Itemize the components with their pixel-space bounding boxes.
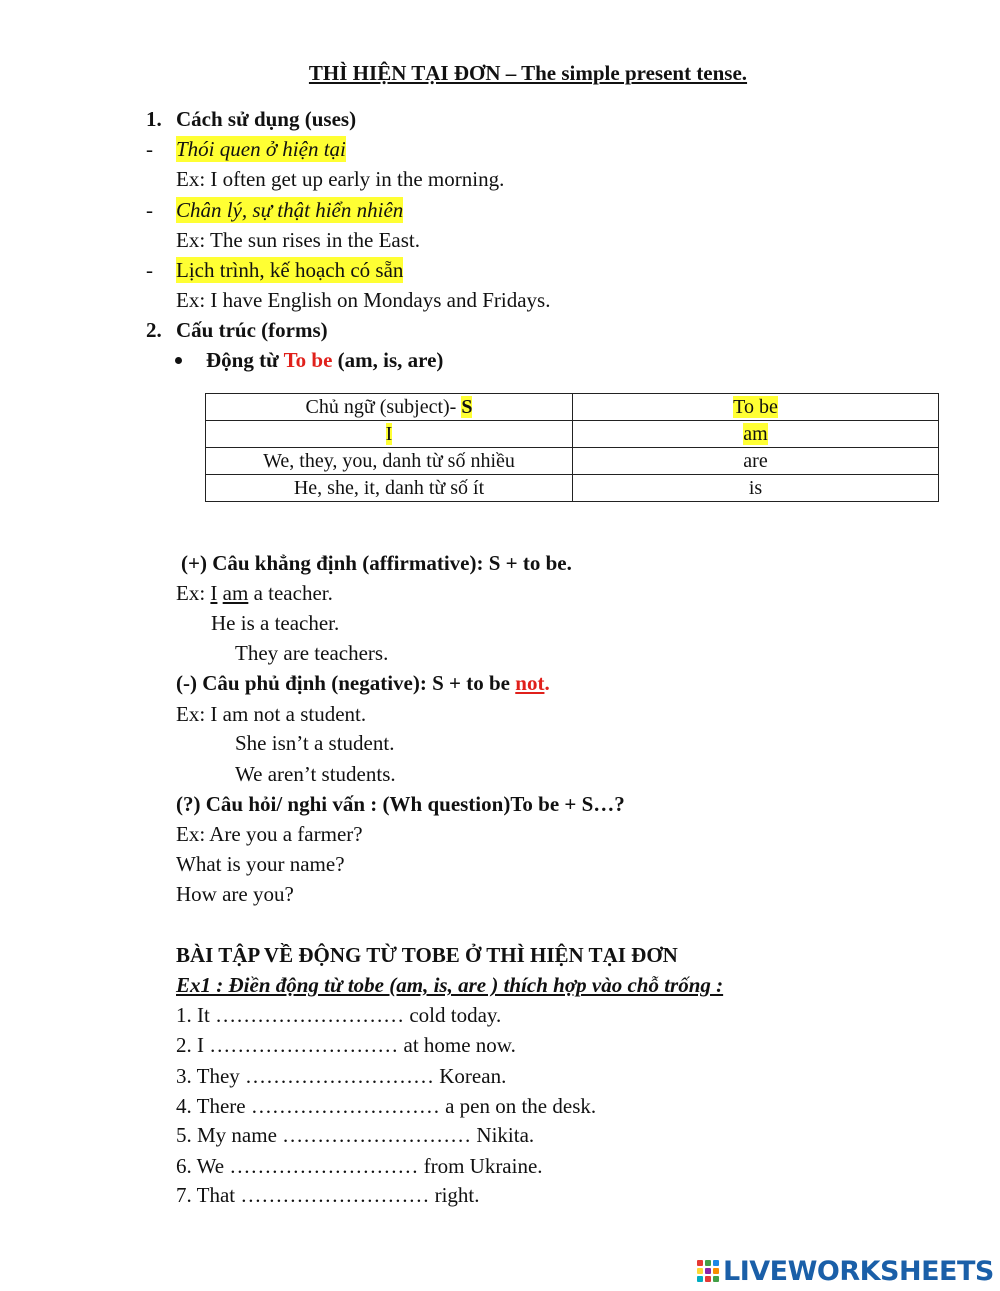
use-dash-1: - <box>146 137 153 161</box>
tobe-bullet-red: To be <box>283 348 333 372</box>
liveworksheets-logo-text: LIVEWORKSHEETS <box>723 1255 994 1287</box>
table-cell-verb: are <box>573 448 939 475</box>
section2-heading: Cấu trúc (forms) <box>176 318 328 342</box>
exercise-item: 4. There ……………………… a pen on the desk. <box>176 1094 597 1118</box>
negative-heading-not: not <box>515 671 545 695</box>
use-example-2: Ex: The sun rises in the East. <box>176 228 420 252</box>
liveworksheets-mark-icon <box>697 1260 719 1282</box>
table-cell-subject: He, she, it, danh từ số ít <box>206 475 573 502</box>
use-example-3: Ex: I have English on Mondays and Fridays. <box>176 288 551 312</box>
table-header-row <box>206 394 939 421</box>
table-header-tobe-text: To be <box>733 396 778 418</box>
tobe-bullet-post: (am, is, are) <box>332 348 444 372</box>
affirmative-example-2: He is a teacher. <box>211 611 340 635</box>
negative-example-3: We aren’t students. <box>235 762 396 786</box>
affirmative-heading: (+) Câu khẳng định (affirmative): S + to be. <box>181 551 572 575</box>
table-cell-verb-am: am <box>743 423 768 445</box>
question-example-2: What is your name? <box>176 852 345 876</box>
table-header-subject-s: S <box>461 396 473 418</box>
negative-example-2: She isn’t a student. <box>235 731 395 755</box>
exercise-item: 1. It ……………………… cold today. <box>176 1003 502 1027</box>
negative-example-1: Ex: I am not a student. <box>176 702 367 726</box>
exercise-item: 7. That ……………………… right. <box>176 1183 480 1207</box>
table-header-subject <box>206 394 573 421</box>
bullet-dot-icon <box>175 357 182 364</box>
liveworksheets-logo <box>697 1253 994 1289</box>
table-cell-subject: We, they, you, danh từ số nhiều <box>206 448 573 475</box>
negative-heading-pre: (-) Câu phủ định (negative): S + to be <box>176 671 516 695</box>
section1-number: 1. <box>146 107 162 131</box>
question-example-1: Ex: Are you a farmer? <box>176 822 363 846</box>
use-dash-3: - <box>146 258 153 282</box>
negative-heading-post: . <box>544 671 550 695</box>
page-title: THÌ HIỆN TẠI ĐƠN – The simple present tense. <box>308 61 748 85</box>
use-label-schedule: Lịch trình, kế hoạch có sẵn <box>176 258 404 282</box>
table-cell-subject-i: I <box>385 423 393 445</box>
table-header-subject-text: Chủ ngữ (subject)- <box>305 396 462 418</box>
use-dash-2: - <box>146 198 153 222</box>
tobe-table <box>205 393 939 502</box>
affirmative-ex-rest: a teacher. <box>248 581 333 605</box>
table-header-tobe <box>573 394 939 421</box>
table-row <box>206 475 939 502</box>
negative-heading <box>176 670 550 696</box>
exercise-item: 3. They ……………………… Korean. <box>176 1064 507 1088</box>
affirmative-ex-subject: I <box>210 581 218 605</box>
section1-heading: Cách sử dụng (uses) <box>176 107 357 131</box>
table-cell-subject <box>206 421 573 448</box>
table-row <box>206 421 939 448</box>
tobe-bullet-pre: Động từ <box>206 348 284 372</box>
table-cell-verb: is <box>573 475 939 502</box>
exercise-heading: BÀI TẬP VỀ ĐỘNG TỪ TOBE Ở THÌ HIỆN TẠI ĐƠN <box>176 943 678 967</box>
affirmative-ex-prefix: Ex: <box>176 581 211 605</box>
question-example-3: How are you? <box>176 882 294 906</box>
table-cell-verb <box>573 421 939 448</box>
use-label-habit: Thói quen ở hiện tại <box>176 137 346 161</box>
use-label-truth: Chân lý, sự thật hiển nhiên <box>176 198 404 222</box>
table-row <box>206 448 939 475</box>
exercise-item: 2. I ……………………… at home now. <box>176 1033 516 1057</box>
use-example-1: Ex: I often get up early in the morning. <box>176 167 505 191</box>
exercise-item: 6. We ……………………… from Ukraine. <box>176 1154 543 1178</box>
affirmative-example-1 <box>176 580 333 606</box>
question-heading: (?) Câu hỏi/ nghi vấn : (Wh question)To be + S…? <box>176 792 625 816</box>
exercise-item: 5. My name ……………………… Nikita. <box>176 1123 535 1147</box>
section2-number: 2. <box>146 318 162 342</box>
exercise-instruction: Ex1 : Điền động từ tobe (am, is, are ) thích hợp vào chỗ trống : <box>176 973 724 997</box>
tobe-bullet <box>206 347 443 373</box>
affirmative-example-3: They are teachers. <box>235 641 389 665</box>
affirmative-ex-verb: am <box>222 581 249 605</box>
